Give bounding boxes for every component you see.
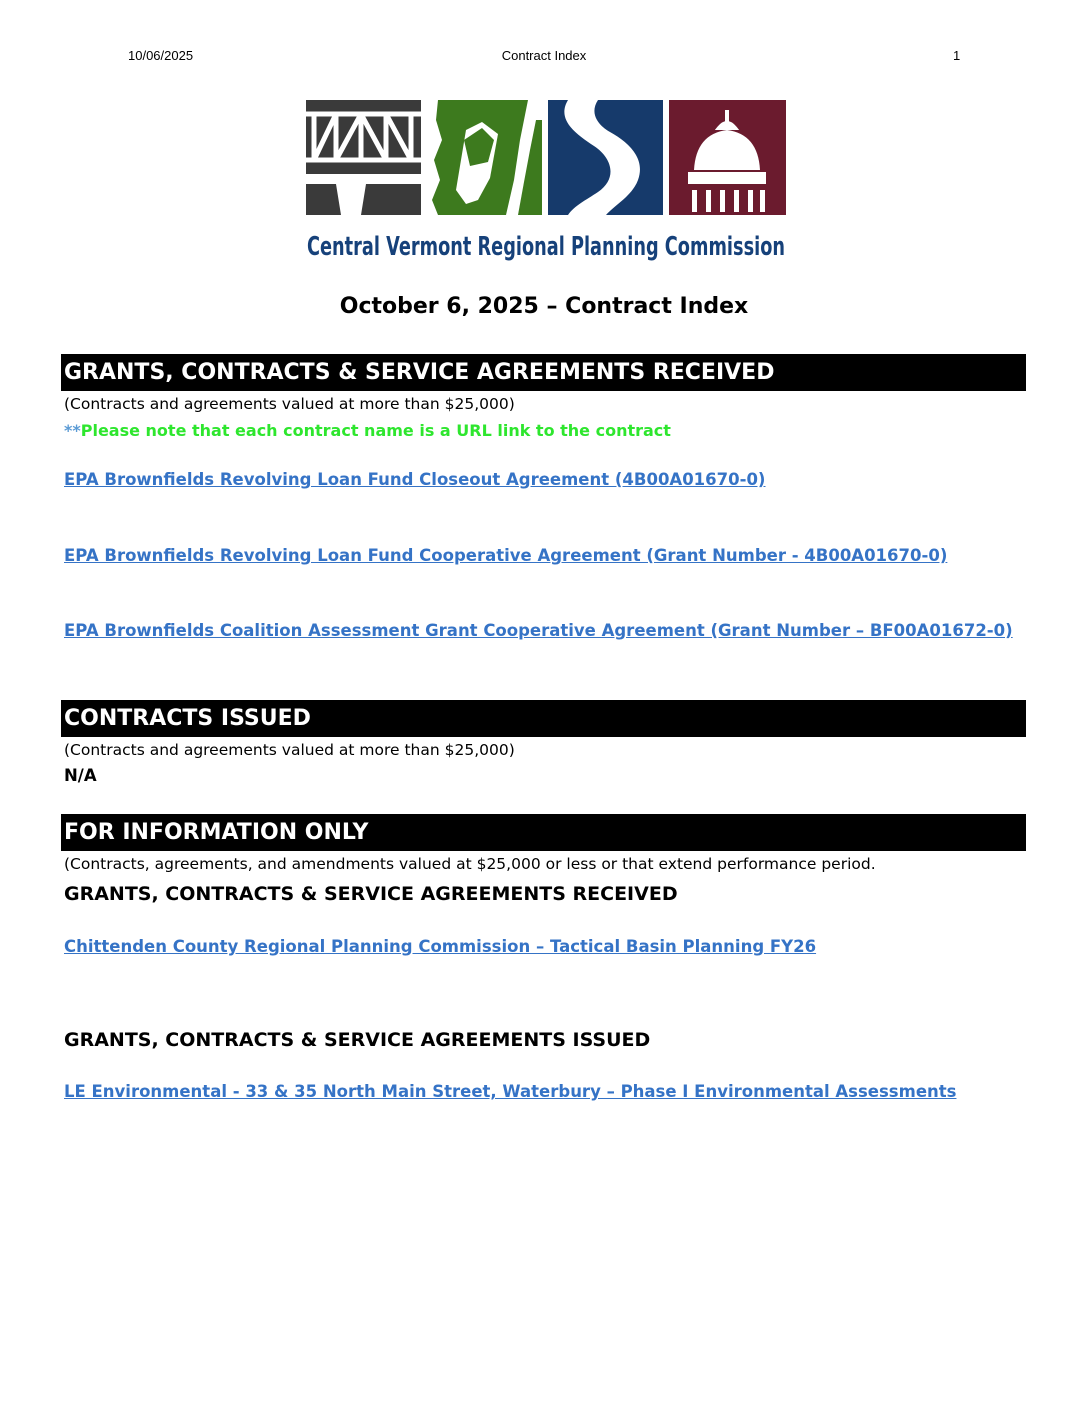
cvrpc-logo [306, 100, 786, 265]
section-note-received: (Contracts and agreements valued at more than $25,000) [64, 395, 515, 413]
header-title: Contract Index [501, 48, 587, 63]
issued-value: N/A [64, 766, 97, 785]
contract-link-chittenden[interactable]: Chittenden County Regional Planning Commission – Tactical Basin Planning FY26 [64, 937, 817, 956]
url-link-note-stars: ** [64, 421, 81, 440]
section-heading-received: GRANTS, CONTRACTS & SERVICE AGREEMENTS RECEIVED [61, 354, 1026, 391]
contract-link-rlf-cooperative[interactable]: EPA Brownfields Revolving Loan Fund Cooperative Agreement (Grant Number - 4B00A01670-0) [64, 546, 948, 565]
contract-link-le-environmental[interactable]: LE Environmental - 33 & 35 North Main Street, Waterbury – Phase I Environmental Assessments [64, 1082, 957, 1101]
header-page-number: 1 [953, 48, 961, 63]
subheading-info-received: GRANTS, CONTRACTS & SERVICE AGREEMENTS RECEIVED [64, 883, 678, 905]
url-link-note-text: Please note that each contract name is a URL link to the contract [80, 421, 671, 440]
section-heading-issued: CONTRACTS ISSUED [61, 700, 1026, 737]
url-link-note [64, 421, 671, 440]
section-note-issued: (Contracts and agreements valued at more than $25,000) [64, 741, 515, 759]
document-title: October 6, 2025 – Contract Index [339, 294, 749, 319]
section-heading-info-only: FOR INFORMATION ONLY [61, 814, 1026, 851]
contract-link-rlf-closeout[interactable]: EPA Brownfields Revolving Loan Fund Closeout Agreement (4B00A01670-0) [64, 470, 766, 489]
contract-link-coalition-assessment[interactable]: EPA Brownfields Coalition Assessment Grant Cooperative Agreement (Grant Number – BF00A01672-0) [64, 621, 1013, 640]
logo-text: Central Vermont Regional Planning Commission [307, 232, 785, 262]
section-note-info-only: (Contracts, agreements, and amendments valued at $25,000 or less or that extend performance period. [64, 855, 876, 873]
header-date: 10/06/2025 [128, 48, 194, 63]
subheading-info-issued: GRANTS, CONTRACTS & SERVICE AGREEMENTS ISSUED [64, 1029, 651, 1051]
